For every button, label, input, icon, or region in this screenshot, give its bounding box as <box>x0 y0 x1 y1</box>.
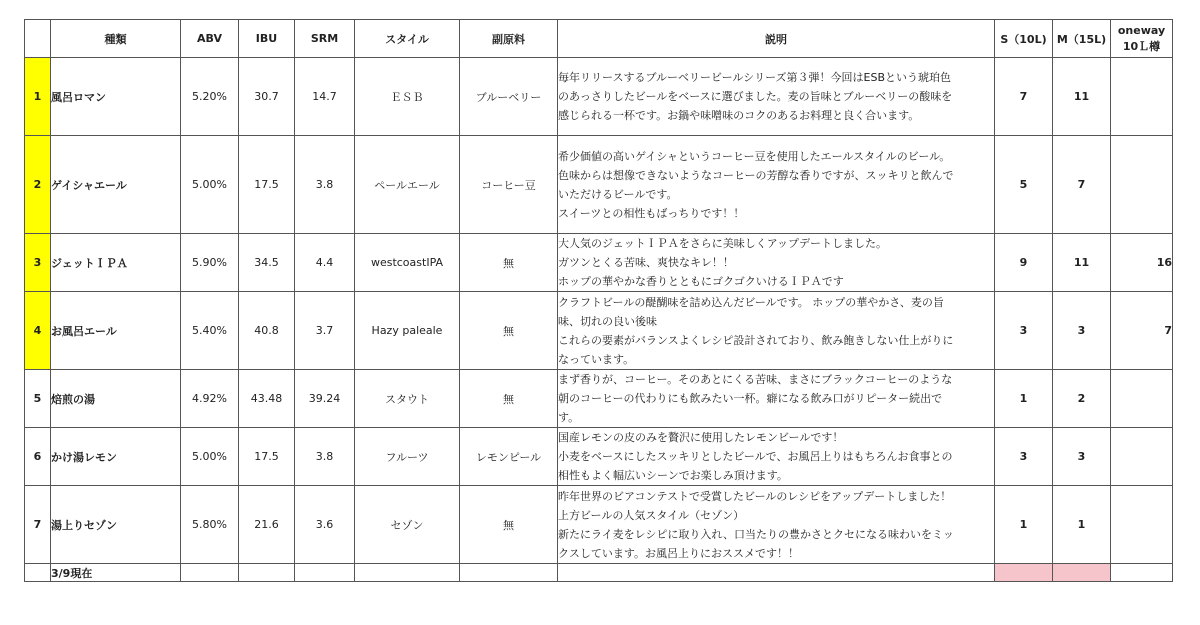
description-line: す。 <box>558 411 580 424</box>
header-style: スタイル <box>355 20 460 58</box>
description-line: 昨年世界のビアコンテストで受賞したビールのレシピをアップデートしました！ <box>558 489 952 503</box>
row-number: 5 <box>25 370 51 428</box>
size-s-count: 3 <box>995 428 1053 486</box>
beer-name: 湯上りセゾン <box>51 486 181 564</box>
description-line: 相性もよく幅広いシーンでお楽しみ頂けます。 <box>558 469 788 482</box>
header-description: 説明 <box>558 20 995 58</box>
header-ibu: IBU <box>239 20 295 58</box>
description-line: クラフトビールの醍醐味を詰め込んだビールです。 ホップの華やかさ、麦の旨 <box>558 295 944 309</box>
adjunct-value: 無 <box>460 292 558 370</box>
size-s-count: 9 <box>995 234 1053 292</box>
description-line: まず香りが、コーヒー。そのあとにくる苦味、まさにブラックコーヒーのような <box>558 373 953 386</box>
style-value: ペールエール <box>355 136 460 234</box>
table-row <box>25 370 1173 428</box>
table-row <box>25 428 1173 486</box>
header-adjunct: 副原料 <box>460 20 558 58</box>
style-value: Hazy paleale <box>355 292 460 370</box>
header-oneway-line1: oneway <box>1117 23 1166 37</box>
abv-value: 5.90% <box>181 234 239 292</box>
size-m-count: 11 <box>1053 58 1111 136</box>
header-size-s: S（10L) <box>995 20 1053 58</box>
footer-s-total-cell <box>995 564 1053 582</box>
footer-cell <box>295 564 355 582</box>
abv-value: 4.92% <box>181 370 239 428</box>
header-srm: SRM <box>295 20 355 58</box>
footer-cell <box>460 564 558 582</box>
size-m-count: 7 <box>1053 136 1111 234</box>
description-cell <box>558 486 995 564</box>
table-row <box>25 136 1173 234</box>
description-line: 色味からは想像できないようなコーヒーの芳醇な香りですが、スッキリと飲んで <box>558 168 954 182</box>
srm-value: 4.4 <box>295 234 355 292</box>
ibu-value: 43.48 <box>239 370 295 428</box>
beer-name: ジェットＩＰＡ <box>51 234 181 292</box>
oneway-count <box>1111 136 1173 234</box>
description-line: ガツンとくる苦味、爽快なキレ！！ <box>558 256 734 269</box>
size-m-count: 3 <box>1053 292 1111 370</box>
header-size-m: M（15L) <box>1053 20 1111 58</box>
description-line: スイーツとの相性もばっちりです！！ <box>558 206 745 220</box>
row-number: 3 <box>25 234 51 292</box>
header-oneway <box>1111 20 1173 58</box>
description-line: のあっさりしたビールをベースに選びました。麦の旨味とブルーベリーの酸味を <box>558 90 953 103</box>
description-cell <box>558 58 995 136</box>
adjunct-value: レモンピール <box>460 428 558 486</box>
abv-value: 5.40% <box>181 292 239 370</box>
adjunct-value: コーヒー豆 <box>460 136 558 234</box>
srm-value: 3.6 <box>295 486 355 564</box>
description-line: 新たにライ麦をレシピに取り入れ、口当たりの豊かさとクセになる味わいをミッ <box>558 527 954 541</box>
footer-index <box>25 564 51 582</box>
description-line: 味、切れの良い後味 <box>558 314 657 328</box>
beer-name: 風呂ロマン <box>51 58 181 136</box>
ibu-value: 30.7 <box>239 58 295 136</box>
size-s-count: 1 <box>995 370 1053 428</box>
description-line: ホップの華やかな香りとともにゴクゴクいけるＩＰＡです <box>558 275 844 288</box>
footer-cell <box>239 564 295 582</box>
beer-name: お風呂エール <box>51 292 181 370</box>
adjunct-value: 無 <box>460 234 558 292</box>
beer-menu-table <box>24 19 1173 582</box>
ibu-value: 21.6 <box>239 486 295 564</box>
style-value: フルーツ <box>355 428 460 486</box>
footer-cell <box>1111 564 1173 582</box>
description-line: 毎年リリースするブルーベリービールシリーズ第３弾！今回はESBという琥珀色 <box>558 71 952 84</box>
ibu-value: 40.8 <box>239 292 295 370</box>
row-number: 1 <box>25 58 51 136</box>
description-cell <box>558 428 995 486</box>
beer-name: 焙煎の湯 <box>51 370 181 428</box>
style-value: セゾン <box>355 486 460 564</box>
abv-value: 5.80% <box>181 486 239 564</box>
footer-cell <box>181 564 239 582</box>
ibu-value: 17.5 <box>239 136 295 234</box>
style-value: westcoastIPA <box>355 234 460 292</box>
description-line: いただけるビールです。 <box>558 187 678 201</box>
adjunct-value: 無 <box>460 486 558 564</box>
row-number: 6 <box>25 428 51 486</box>
abv-value: 5.00% <box>181 428 239 486</box>
oneway-count <box>1111 58 1173 136</box>
description-cell <box>558 370 995 428</box>
description-line: 大人気のジェットＩＰＡをさらに美味しくアップデートしました。 <box>558 237 888 250</box>
size-s-count: 7 <box>995 58 1053 136</box>
oneway-count: 16 <box>1111 234 1173 292</box>
srm-value: 3.8 <box>295 136 355 234</box>
srm-value: 39.24 <box>295 370 355 428</box>
oneway-count <box>1111 428 1173 486</box>
size-m-count: 11 <box>1053 234 1111 292</box>
oneway-count <box>1111 486 1173 564</box>
beer-name: ゲイシャエール <box>51 136 181 234</box>
size-s-count: 1 <box>995 486 1053 564</box>
description-line: クスしています。お風呂上りにおススメです！！ <box>558 546 800 560</box>
oneway-count: 7 <box>1111 292 1173 370</box>
row-number: 4 <box>25 292 51 370</box>
footer-row <box>25 564 1173 582</box>
footer-m-total-cell <box>1053 564 1111 582</box>
row-number: 2 <box>25 136 51 234</box>
description-cell <box>558 234 995 292</box>
description-line: なっています。 <box>558 352 635 366</box>
footer-date-note: 3/9現在 <box>51 564 181 582</box>
size-s-count: 3 <box>995 292 1053 370</box>
ibu-value: 17.5 <box>239 428 295 486</box>
size-m-count: 1 <box>1053 486 1111 564</box>
abv-value: 5.00% <box>181 136 239 234</box>
header-index <box>25 20 51 58</box>
size-m-count: 3 <box>1053 428 1111 486</box>
adjunct-value: 無 <box>460 370 558 428</box>
header-oneway-line2: 10Ｌ樽 <box>1122 39 1161 53</box>
header-type: 種類 <box>51 20 181 58</box>
table-row <box>25 58 1173 136</box>
style-value: スタウト <box>355 370 460 428</box>
oneway-count <box>1111 370 1173 428</box>
srm-value: 3.7 <box>295 292 355 370</box>
description-line: 国産レモンの皮のみを贅沢に使用したレモンビールです！ <box>558 431 844 444</box>
style-value: ＥＳＢ <box>355 58 460 136</box>
description-line: 希少価値の高いゲイシャというコーヒー豆を使用したエールスタイルのビール。 <box>558 149 951 163</box>
srm-value: 14.7 <box>295 58 355 136</box>
table-row <box>25 292 1173 370</box>
description-line: 朝のコーヒーの代わりにも飲みたい一杯。癖になる飲み口がリピーター続出で <box>558 392 943 405</box>
description-cell <box>558 292 995 370</box>
description-line: 小麦をベースにしたスッキリとしたビールで、お風呂上りはもちろんお食事との <box>558 450 953 463</box>
ibu-value: 34.5 <box>239 234 295 292</box>
adjunct-value: ブルーベリー <box>460 58 558 136</box>
description-line: これらの要素がバランスよくレシピ設計されており、飲み飽きしない仕上がりに <box>558 333 954 347</box>
header-abv: ABV <box>181 20 239 58</box>
size-s-count: 5 <box>995 136 1053 234</box>
size-m-count: 2 <box>1053 370 1111 428</box>
description-line: 感じられる一杯です。お鍋や味噌味のコクのあるお料理と良く合います。 <box>558 109 920 122</box>
table-row <box>25 234 1173 292</box>
footer-cell <box>355 564 460 582</box>
description-cell <box>558 136 995 234</box>
table-row <box>25 486 1173 564</box>
srm-value: 3.8 <box>295 428 355 486</box>
row-number: 7 <box>25 486 51 564</box>
abv-value: 5.20% <box>181 58 239 136</box>
description-line: 上方ビールの人気スタイル（セゾン） <box>558 508 745 522</box>
header-row <box>25 20 1173 58</box>
footer-cell <box>558 564 995 582</box>
beer-name: かけ湯レモン <box>51 428 181 486</box>
